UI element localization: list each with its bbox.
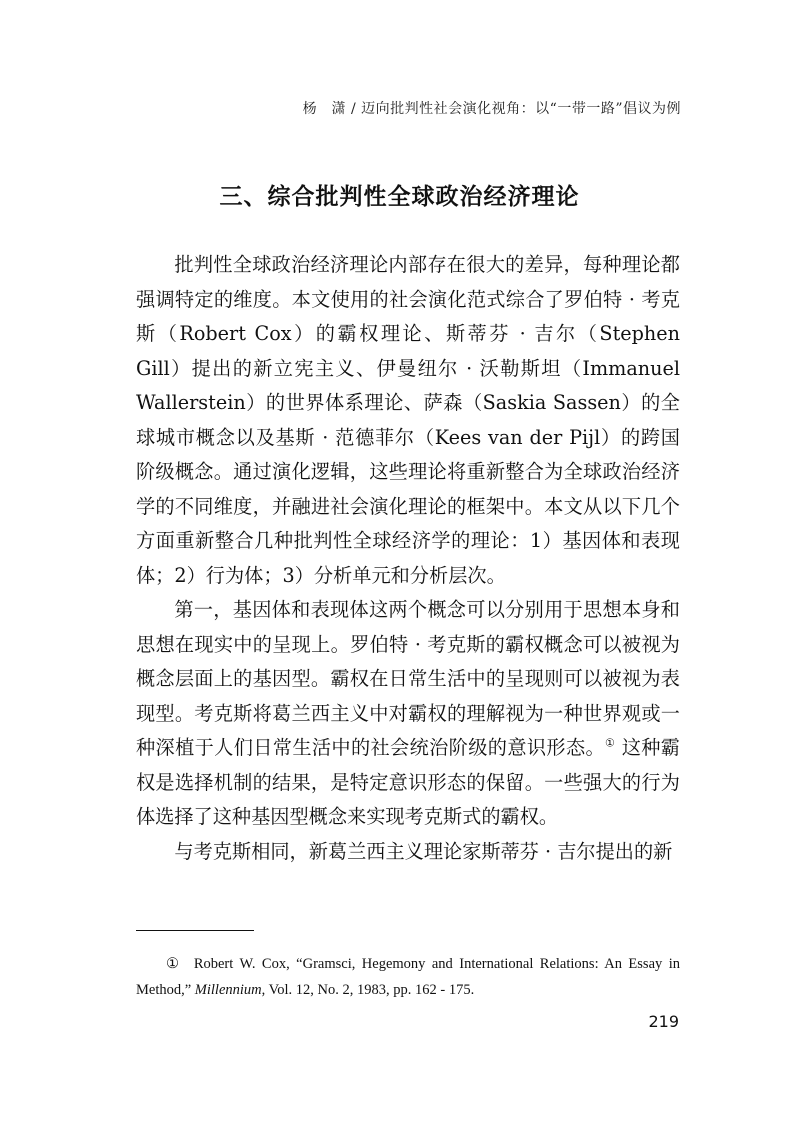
paragraph-1: 批判性全球政治经济理论内部存在很大的差异，每种理论都强调特定的维度。本文使用的社会演化范式综合了罗伯特 · 考克斯（Robert Cox）的霸权理论、斯蒂芬 · 吉尔（Stephen Gill）提出的新立宪主义、伊曼纽尔 · 沃勒斯坦（Immanuel Wallerstein）的世界体系理论、萨森（Saskia Sassen）的全球城市概念以及基斯 · 范德菲尔（Kees van der Pijl）的跨国阶级概念。通过演化逻辑，这些理论将重新整合为全球政治经济学的不同维度，并融进社会演化理论的框架中。本文从以下几个方面重新整合几种批判性全球经济学的理论：1）基因体和表现体；2）行为体；3）分析单元和分析层次。	[136, 253, 680, 587]
section-title: 三、综合批判性全球政治经济理论	[219, 184, 580, 210]
paragraph-2-part-1: 第一，基因体和表现体这两个概念可以分别用于思想本身和思想在现实中的呈现上。罗伯特 · 考克斯的霸权概念可以被视为概念层面上的基因型。霸权在日常生活中的呈现则可以被视为表现型。考克斯将葛兰西主义中对霸权的理解视为一种世界观或一种深植于人们日常生活中的社会统治阶级的意识形态。	[136, 598, 680, 759]
footnote-marker: ①	[166, 956, 182, 972]
footnote-citation: Robert W. Cox, “Gramsci, Hegemony and International Relations: An Essay in Method,”	[136, 956, 680, 998]
footnote-divider	[136, 930, 254, 931]
footnote	[136, 951, 680, 1003]
footnote-journal: Millennium	[194, 982, 262, 998]
paragraph-2-part-2: 这种霸权是选择机制的结果，是特定意识形态的保留。一些强大的行为体选择了这种基因型概念来实现考克斯式的霸权。	[136, 736, 680, 828]
body-text	[136, 248, 680, 869]
paragraph-3: 与考克斯相同，新葛兰西主义理论家斯蒂芬 · 吉尔提出的新	[174, 839, 673, 863]
running-header: 杨 潇 / 迈向批判性社会演化视角：以“一带一路”倡议为例	[302, 101, 681, 117]
page-number: 219	[648, 1012, 679, 1031]
footnote-citation-details: , Vol. 12, No. 2, 1983, pp. 162 - 175.	[261, 982, 475, 998]
footnote-reference[interactable]: ①	[605, 736, 616, 750]
paragraph-2	[136, 593, 680, 835]
